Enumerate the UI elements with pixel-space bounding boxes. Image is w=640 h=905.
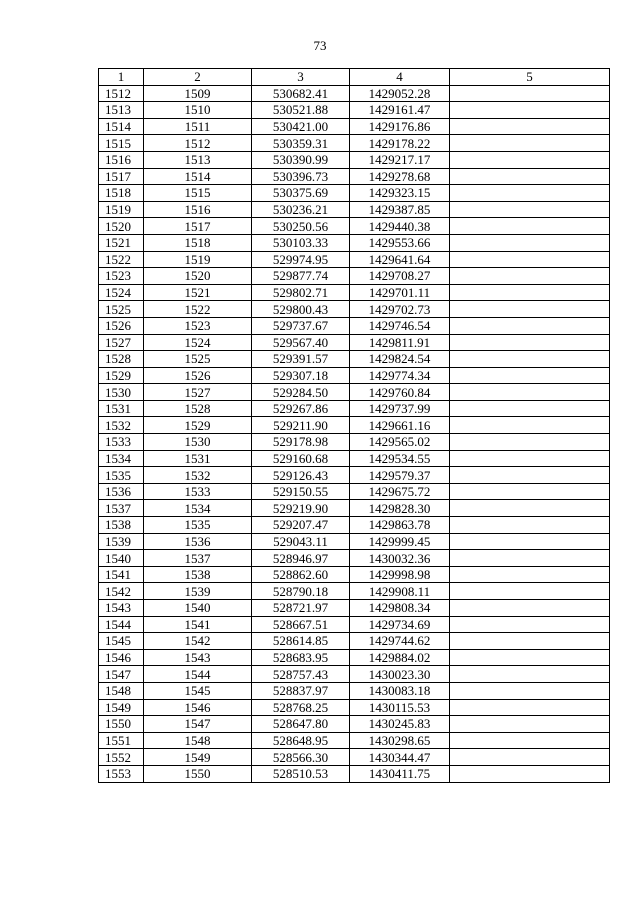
table-cell-col1: 1513 <box>99 102 144 119</box>
table-row <box>99 85 610 102</box>
table-cell-col5 <box>450 483 610 500</box>
table-row <box>99 168 610 185</box>
table-row <box>99 467 610 484</box>
table-cell-col1: 1537 <box>99 500 144 517</box>
table-cell-col1: 1544 <box>99 616 144 633</box>
table-cell-col3: 530521.88 <box>252 102 350 119</box>
table-cell-col4: 1429737.99 <box>350 400 450 417</box>
table-row <box>99 417 610 434</box>
table-cell-col2: 1544 <box>144 666 252 683</box>
table-cell-col5 <box>450 749 610 766</box>
table-row <box>99 749 610 766</box>
table-cell-col3: 529178.98 <box>252 434 350 451</box>
table-row <box>99 583 610 600</box>
table-cell-col3: 529219.90 <box>252 500 350 517</box>
table-row <box>99 450 610 467</box>
table-cell-col3: 528648.95 <box>252 732 350 749</box>
table-cell-col5 <box>450 351 610 368</box>
table-cell-col2: 1549 <box>144 749 252 766</box>
table-row <box>99 517 610 534</box>
table-body <box>99 85 610 782</box>
table-row <box>99 102 610 119</box>
table-cell-col4: 1429278.68 <box>350 168 450 185</box>
table-cell-col4: 1429178.22 <box>350 135 450 152</box>
table-cell-col2: 1529 <box>144 417 252 434</box>
table-cell-col5 <box>450 450 610 467</box>
table-cell-col3: 529307.18 <box>252 367 350 384</box>
table-cell-col4: 1429746.54 <box>350 317 450 334</box>
table-row <box>99 151 610 168</box>
table-row <box>99 732 610 749</box>
table-cell-col3: 528667.51 <box>252 616 350 633</box>
table-cell-col2: 1521 <box>144 284 252 301</box>
table-cell-col4: 1429641.64 <box>350 251 450 268</box>
table-cell-col3: 529211.90 <box>252 417 350 434</box>
table-row <box>99 633 610 650</box>
table-cell-col1: 1528 <box>99 351 144 368</box>
table-cell-col2: 1524 <box>144 334 252 351</box>
table-cell-col1: 1553 <box>99 765 144 782</box>
table-row <box>99 351 610 368</box>
table-cell-col3: 529284.50 <box>252 384 350 401</box>
table-cell-col3: 530375.69 <box>252 185 350 202</box>
table-cell-col3: 530236.21 <box>252 201 350 218</box>
table-cell-col4: 1429808.34 <box>350 600 450 617</box>
table-cell-col3: 528790.18 <box>252 583 350 600</box>
table-cell-col1: 1545 <box>99 633 144 650</box>
table-cell-col2: 1538 <box>144 566 252 583</box>
table-header-row <box>99 69 610 86</box>
table-cell-col5 <box>450 400 610 417</box>
table-cell-col4: 1430298.65 <box>350 732 450 749</box>
table-cell-col5 <box>450 633 610 650</box>
table-cell-col1: 1512 <box>99 85 144 102</box>
table-cell-col4: 1429811.91 <box>350 334 450 351</box>
table-cell-col1: 1530 <box>99 384 144 401</box>
page-number: 73 <box>313 38 327 53</box>
table-cell-col4: 1429760.84 <box>350 384 450 401</box>
table-cell-col5 <box>450 500 610 517</box>
table-cell-col4: 1429998.98 <box>350 566 450 583</box>
table-cell-col3: 530103.33 <box>252 234 350 251</box>
table-cell-col1: 1552 <box>99 749 144 766</box>
table-cell-col1: 1542 <box>99 583 144 600</box>
table-cell-col5 <box>450 765 610 782</box>
table-cell-col5 <box>450 301 610 318</box>
table-cell-col5 <box>450 284 610 301</box>
table-cell-col2: 1522 <box>144 301 252 318</box>
table-cell-col4: 1429661.16 <box>350 417 450 434</box>
table-cell-col5 <box>450 649 610 666</box>
table-cell-col5 <box>450 384 610 401</box>
table-cell-col4: 1430115.53 <box>350 699 450 716</box>
table-cell-col4: 1430245.83 <box>350 716 450 733</box>
table-cell-col4: 1429579.37 <box>350 467 450 484</box>
table-row <box>99 218 610 235</box>
table-row <box>99 317 610 334</box>
table-cell-col5 <box>450 600 610 617</box>
table-cell-col3: 529974.95 <box>252 251 350 268</box>
table-row <box>99 234 610 251</box>
table-cell-col4: 1429387.85 <box>350 201 450 218</box>
table-cell-col1: 1524 <box>99 284 144 301</box>
table-cell-col1: 1551 <box>99 732 144 749</box>
table-cell-col2: 1519 <box>144 251 252 268</box>
table-cell-col3: 529207.47 <box>252 517 350 534</box>
table-row <box>99 284 610 301</box>
table-cell-col2: 1510 <box>144 102 252 119</box>
table-row <box>99 649 610 666</box>
table-cell-col3: 528614.85 <box>252 633 350 650</box>
table-cell-col2: 1523 <box>144 317 252 334</box>
table-cell-col2: 1541 <box>144 616 252 633</box>
table-cell-col1: 1535 <box>99 467 144 484</box>
table-cell-col2: 1539 <box>144 583 252 600</box>
table-cell-col2: 1514 <box>144 168 252 185</box>
table-cell-col5 <box>450 102 610 119</box>
table-cell-col5 <box>450 334 610 351</box>
table-cell-col1: 1515 <box>99 135 144 152</box>
table-cell-col1: 1540 <box>99 550 144 567</box>
table-cell-col2: 1512 <box>144 135 252 152</box>
table-cell-col3: 528757.43 <box>252 666 350 683</box>
table-cell-col4: 1429701.11 <box>350 284 450 301</box>
table-cell-col5 <box>450 583 610 600</box>
table-cell-col2: 1516 <box>144 201 252 218</box>
table-cell-col2: 1546 <box>144 699 252 716</box>
table-cell-col1: 1550 <box>99 716 144 733</box>
table-cell-col2: 1509 <box>144 85 252 102</box>
table-cell-col1: 1514 <box>99 118 144 135</box>
table-cell-col5 <box>450 317 610 334</box>
table-cell-col1: 1518 <box>99 185 144 202</box>
table-cell-col2: 1540 <box>144 600 252 617</box>
table-cell-col5 <box>450 367 610 384</box>
table-cell-col5 <box>450 201 610 218</box>
table-cell-col3: 528862.60 <box>252 566 350 583</box>
table-cell-col1: 1526 <box>99 317 144 334</box>
table-cell-col1: 1531 <box>99 400 144 417</box>
table-cell-col4: 1430411.75 <box>350 765 450 782</box>
table-cell-col4: 1429884.02 <box>350 649 450 666</box>
table-row <box>99 301 610 318</box>
table-row <box>99 118 610 135</box>
table-cell-col5 <box>450 135 610 152</box>
table-cell-col1: 1529 <box>99 367 144 384</box>
table-cell-col5 <box>450 118 610 135</box>
table-cell-col1: 1520 <box>99 218 144 235</box>
table-cell-col3: 528647.80 <box>252 716 350 733</box>
table-cell-col4: 1429161.47 <box>350 102 450 119</box>
table-cell-col4: 1429863.78 <box>350 517 450 534</box>
table-cell-col2: 1534 <box>144 500 252 517</box>
column-header-4: 4 <box>350 69 450 86</box>
table-cell-col2: 1517 <box>144 218 252 235</box>
table-row <box>99 268 610 285</box>
table-cell-col1: 1546 <box>99 649 144 666</box>
table-cell-col3: 528566.30 <box>252 749 350 766</box>
table-cell-col5 <box>450 251 610 268</box>
table-cell-col3: 529043.11 <box>252 533 350 550</box>
table-cell-col2: 1536 <box>144 533 252 550</box>
table-cell-col4: 1429565.02 <box>350 434 450 451</box>
table-cell-col3: 530396.73 <box>252 168 350 185</box>
table-row <box>99 434 610 451</box>
table-cell-col3: 529160.68 <box>252 450 350 467</box>
table-cell-col4: 1429675.72 <box>350 483 450 500</box>
table-row <box>99 699 610 716</box>
table-cell-col4: 1430083.18 <box>350 682 450 699</box>
table-cell-col5 <box>450 533 610 550</box>
table-cell-col5 <box>450 566 610 583</box>
table-cell-col4: 1429828.30 <box>350 500 450 517</box>
table-cell-col2: 1550 <box>144 765 252 782</box>
table-cell-col4: 1429217.17 <box>350 151 450 168</box>
table-cell-col2: 1527 <box>144 384 252 401</box>
table-cell-col2: 1511 <box>144 118 252 135</box>
table-cell-col2: 1548 <box>144 732 252 749</box>
table-cell-col3: 528837.97 <box>252 682 350 699</box>
table-cell-col4: 1429323.15 <box>350 185 450 202</box>
table-cell-col2: 1518 <box>144 234 252 251</box>
table-cell-col1: 1536 <box>99 483 144 500</box>
table-cell-col3: 529877.74 <box>252 268 350 285</box>
table-cell-col3: 530682.41 <box>252 85 350 102</box>
table-cell-col1: 1541 <box>99 566 144 583</box>
table-row <box>99 682 610 699</box>
table-cell-col3: 529267.86 <box>252 400 350 417</box>
coordinates-table <box>98 68 610 783</box>
table-cell-col5 <box>450 417 610 434</box>
table-cell-col1: 1523 <box>99 268 144 285</box>
table-cell-col2: 1545 <box>144 682 252 699</box>
table-row <box>99 666 610 683</box>
table-cell-col1: 1548 <box>99 682 144 699</box>
table-cell-col4: 1429908.11 <box>350 583 450 600</box>
table-cell-col4: 1429534.55 <box>350 450 450 467</box>
table-row <box>99 201 610 218</box>
table-cell-col5 <box>450 85 610 102</box>
table-row <box>99 334 610 351</box>
table-row <box>99 400 610 417</box>
column-header-2: 2 <box>144 69 252 86</box>
table-cell-col4: 1429440.38 <box>350 218 450 235</box>
table-cell-col4: 1429708.27 <box>350 268 450 285</box>
table-cell-col3: 529802.71 <box>252 284 350 301</box>
table-cell-col2: 1533 <box>144 483 252 500</box>
table-cell-col5 <box>450 151 610 168</box>
table-cell-col3: 529737.67 <box>252 317 350 334</box>
table-cell-col5 <box>450 517 610 534</box>
table-cell-col3: 528946.97 <box>252 550 350 567</box>
table-cell-col1: 1519 <box>99 201 144 218</box>
table-row <box>99 384 610 401</box>
table-cell-col1: 1517 <box>99 168 144 185</box>
table-cell-col4: 1429702.73 <box>350 301 450 318</box>
table-cell-col4: 1429734.69 <box>350 616 450 633</box>
table-cell-col2: 1531 <box>144 450 252 467</box>
table-cell-col4: 1430344.47 <box>350 749 450 766</box>
table-cell-col1: 1521 <box>99 234 144 251</box>
table-cell-col1: 1534 <box>99 450 144 467</box>
table-cell-col1: 1522 <box>99 251 144 268</box>
table-cell-col5 <box>450 682 610 699</box>
table-row <box>99 500 610 517</box>
table-cell-col3: 529800.43 <box>252 301 350 318</box>
table-cell-col5 <box>450 168 610 185</box>
column-header-5: 5 <box>450 69 610 86</box>
table-cell-col5 <box>450 716 610 733</box>
table-cell-col2: 1530 <box>144 434 252 451</box>
table-cell-col5 <box>450 616 610 633</box>
table-cell-col5 <box>450 434 610 451</box>
table-cell-col4: 1429774.34 <box>350 367 450 384</box>
table-cell-col5 <box>450 268 610 285</box>
table-cell-col3: 528768.25 <box>252 699 350 716</box>
table-cell-col4: 1429176.86 <box>350 118 450 135</box>
table-cell-col2: 1543 <box>144 649 252 666</box>
table-cell-col1: 1532 <box>99 417 144 434</box>
table-cell-col3: 530250.56 <box>252 218 350 235</box>
table-cell-col2: 1525 <box>144 351 252 368</box>
table-row <box>99 483 610 500</box>
table-cell-col3: 529150.55 <box>252 483 350 500</box>
table-cell-col2: 1547 <box>144 716 252 733</box>
table-cell-col1: 1516 <box>99 151 144 168</box>
table-cell-col4: 1430023.30 <box>350 666 450 683</box>
table-cell-col5 <box>450 185 610 202</box>
table-cell-col2: 1526 <box>144 367 252 384</box>
table-cell-col1: 1549 <box>99 699 144 716</box>
table-cell-col2: 1528 <box>144 400 252 417</box>
table-cell-col3: 528510.53 <box>252 765 350 782</box>
table-row <box>99 251 610 268</box>
table-cell-col2: 1535 <box>144 517 252 534</box>
table-cell-col2: 1515 <box>144 185 252 202</box>
table-cell-col5 <box>450 234 610 251</box>
table-cell-col4: 1429824.54 <box>350 351 450 368</box>
table-cell-col5 <box>450 467 610 484</box>
table-cell-col5 <box>450 550 610 567</box>
table-cell-col3: 530359.31 <box>252 135 350 152</box>
table-row <box>99 135 610 152</box>
table-row <box>99 185 610 202</box>
column-header-3: 3 <box>252 69 350 86</box>
table-cell-col4: 1429999.45 <box>350 533 450 550</box>
table-cell-col5 <box>450 732 610 749</box>
table-cell-col5 <box>450 218 610 235</box>
table-cell-col1: 1533 <box>99 434 144 451</box>
table-row <box>99 367 610 384</box>
table-row <box>99 765 610 782</box>
table-cell-col1: 1525 <box>99 301 144 318</box>
table-cell-col1: 1527 <box>99 334 144 351</box>
table-cell-col3: 530390.99 <box>252 151 350 168</box>
table-cell-col5 <box>450 699 610 716</box>
table-cell-col4: 1429052.28 <box>350 85 450 102</box>
table-row <box>99 566 610 583</box>
table-cell-col3: 529567.40 <box>252 334 350 351</box>
table-cell-col5 <box>450 666 610 683</box>
table-cell-col3: 529126.43 <box>252 467 350 484</box>
table-cell-col1: 1547 <box>99 666 144 683</box>
table-cell-col3: 530421.00 <box>252 118 350 135</box>
table-cell-col4: 1429553.66 <box>350 234 450 251</box>
table-row <box>99 616 610 633</box>
column-header-1: 1 <box>99 69 144 86</box>
table-cell-col3: 529391.57 <box>252 351 350 368</box>
table-cell-col2: 1520 <box>144 268 252 285</box>
table-row <box>99 550 610 567</box>
table-cell-col1: 1539 <box>99 533 144 550</box>
table-cell-col1: 1543 <box>99 600 144 617</box>
table-cell-col3: 528721.97 <box>252 600 350 617</box>
table-cell-col1: 1538 <box>99 517 144 534</box>
table-cell-col4: 1429744.62 <box>350 633 450 650</box>
table-cell-col4: 1430032.36 <box>350 550 450 567</box>
table-cell-col2: 1537 <box>144 550 252 567</box>
table-cell-col2: 1532 <box>144 467 252 484</box>
table-row <box>99 716 610 733</box>
table-row <box>99 533 610 550</box>
table-row <box>99 600 610 617</box>
table-cell-col2: 1513 <box>144 151 252 168</box>
table-cell-col2: 1542 <box>144 633 252 650</box>
table-cell-col3: 528683.95 <box>252 649 350 666</box>
